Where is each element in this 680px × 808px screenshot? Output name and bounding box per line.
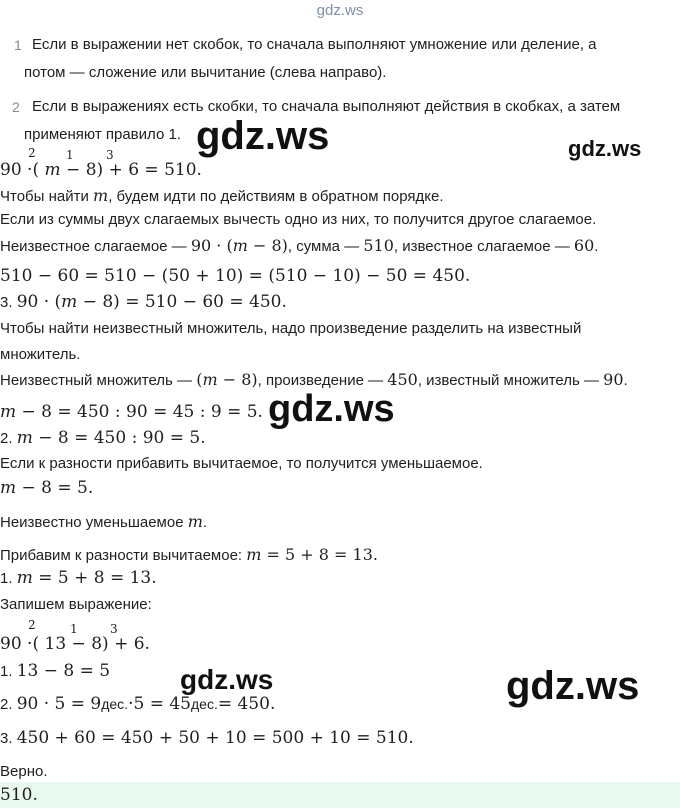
watermark: gdz.ws <box>268 388 395 430</box>
order-mark: 2 <box>28 146 36 160</box>
rule-number: 2 <box>12 99 20 115</box>
math-equation: m − 8 = 450 : 90 = 45 : 9 = 5. <box>0 402 263 422</box>
top-watermark: gdz.ws <box>316 2 364 19</box>
rule-text: Если в выражении нет скобок, то сначала выполняют умножение или деление, а <box>32 36 597 53</box>
math-equation: m − 8 = 5. <box>0 478 94 498</box>
watermark: gdz.ws <box>506 664 640 708</box>
step-1: 1. m = 5 + 8 = 13. <box>0 568 157 588</box>
text-line: Неизвестное слагаемое — 90 · (m − 8), сумма — 510, известное слагаемое — 60. <box>0 236 599 255</box>
rule-text: потом — сложение или вычитание (слева направо). <box>24 64 387 81</box>
expression-with-order <box>0 146 300 186</box>
text-line: Прибавим к разности вычитаемое: m = 5 + 8 = 13. <box>0 545 378 564</box>
watermark: gdz.ws <box>568 136 642 161</box>
expression-with-order <box>0 618 300 658</box>
math-expression: 90 ·( m − 8) + 6 = 510. <box>0 160 202 180</box>
step-2: 2. m − 8 = 450 : 90 = 5. <box>0 428 206 448</box>
check-text: Верно. <box>0 763 48 780</box>
math-equation: 510 − 60 = 510 − (50 + 10) = (510 − 10) − 50 = 450. <box>0 266 471 286</box>
math-expression: 90 ·( 13 − 8) + 6. <box>0 634 150 654</box>
text-line: Чтобы найти неизвестный множитель, надо произведение разделить на известный <box>0 320 582 337</box>
watermark: gdz.ws <box>196 114 330 158</box>
calc-step-1: 1. 13 − 8 = 5 <box>0 661 111 681</box>
rule-text: применяют правило 1. <box>24 126 181 143</box>
text-line: Если из суммы двух слагаемых вычесть одно из них, то получится другое слагаемое. <box>0 211 597 228</box>
order-mark: 3 <box>106 148 114 162</box>
order-mark: 1 <box>66 148 74 162</box>
step-3: 3. 90 · (m − 8) = 510 − 60 = 450. <box>0 292 287 312</box>
order-mark: 2 <box>28 618 36 632</box>
calc-step-3: 3. 450 + 60 = 450 + 50 + 10 = 500 + 10 = 510. <box>0 728 414 748</box>
text-line: Неизвестный множитель — (m − 8), произведение — 450, известный множитель — 90. <box>0 370 628 389</box>
text-line: множитель. <box>0 346 81 363</box>
rule-number: 1 <box>14 37 22 53</box>
watermark: gdz.ws <box>180 664 274 695</box>
text-line: Запишем выражение: <box>0 596 152 613</box>
text-line: Если к разности прибавить вычитаемое, то получится уменьшаемое. <box>0 455 483 472</box>
calc-step-2: 2. 90 · 5 = 9дес.·5 = 45дес.= 450. <box>0 694 276 714</box>
order-mark: 3 <box>110 622 118 636</box>
order-mark: 1 <box>70 622 78 636</box>
text-line: Чтобы найти m, будем идти по действиям в обратном порядке. <box>0 186 444 205</box>
answer-highlight <box>0 782 680 808</box>
rule-text: Если в выражениях есть скобки, то сначала выполняют действия в скобках, а затем <box>32 98 621 115</box>
text-line: Неизвестно уменьшаемое m. <box>0 512 208 531</box>
answer: 510. <box>0 785 38 805</box>
